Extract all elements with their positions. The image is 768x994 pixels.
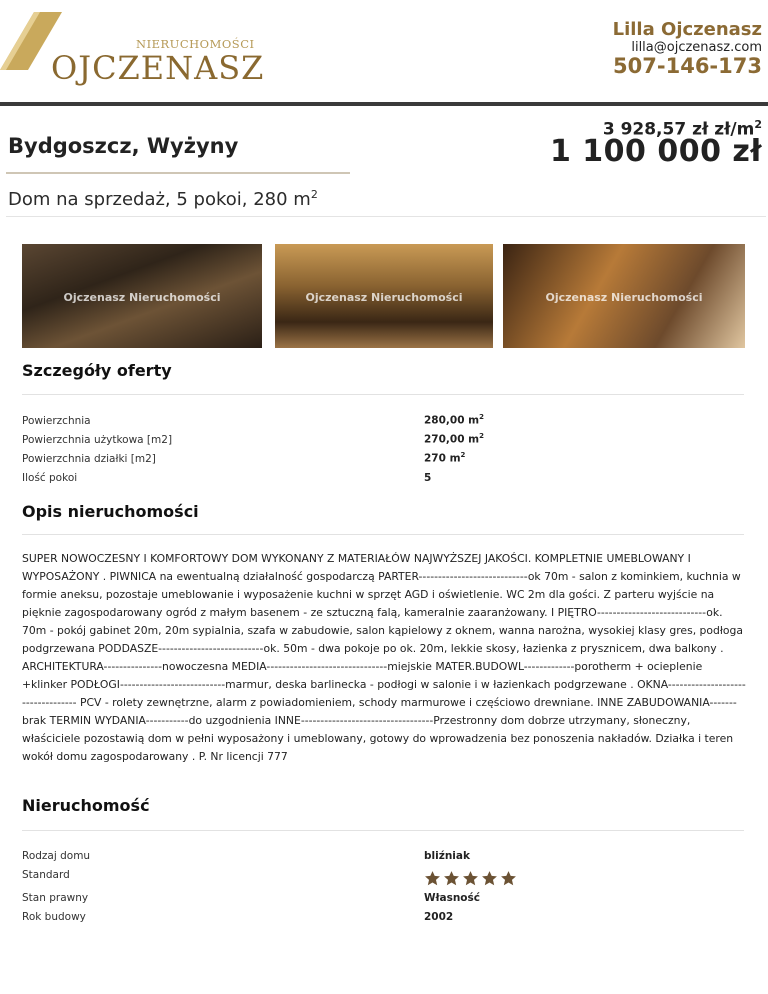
section-title-property: Nieruchomość <box>22 796 150 815</box>
price-total: 1 100 000 zł <box>549 134 762 169</box>
detail-value-text: 270 m <box>424 452 461 465</box>
detail-label: Powierzchnia działki [m2] <box>22 453 156 465</box>
standard-rating <box>424 870 517 887</box>
star-icon <box>424 870 441 887</box>
photo-watermark: Ojczenasz Nieruchomości <box>305 291 463 304</box>
brand-subtitle: NIERUCHOMOŚCI <box>136 37 255 51</box>
detail-value-sup: 2 <box>479 432 484 440</box>
section-divider <box>22 830 744 831</box>
listing-location: Bydgoszcz, Wyżyny <box>8 134 239 158</box>
subtitle-divider <box>6 216 766 217</box>
agent-email[interactable]: lilla@ojczenasz.com <box>631 40 762 55</box>
agent-phone[interactable]: 507-146-173 <box>613 54 762 78</box>
subtitle-sup: 2 <box>310 188 318 201</box>
price-per-m-sup: 2 <box>754 118 762 131</box>
property-value: 2002 <box>424 911 454 923</box>
detail-value-text: 270,00 m <box>424 433 480 446</box>
star-icon <box>500 870 517 887</box>
property-value: bliźniak <box>424 850 470 862</box>
listing-subtitle <box>8 188 318 210</box>
photo-living-room-sofa[interactable] <box>275 244 493 348</box>
property-label: Standard <box>22 869 70 881</box>
brand-name: OJCZENASZ <box>51 49 265 87</box>
star-icon <box>481 870 498 887</box>
property-label: Stan prawny <box>22 892 89 904</box>
detail-value-text: 280,00 m <box>424 414 480 427</box>
photo-kitchen[interactable] <box>503 244 745 348</box>
star-icon <box>462 870 479 887</box>
detail-label: Ilość pokoi <box>22 472 78 484</box>
detail-value <box>424 413 484 427</box>
section-title-details: Szczegóły oferty <box>22 361 172 380</box>
subtitle-text: Dom na sprzedaż, 5 pokoi, 280 m <box>8 189 311 210</box>
photo-watermark: Ojczenasz Nieruchomości <box>63 291 221 304</box>
section-title-description: Opis nieruchomości <box>22 502 199 521</box>
price-per-m-text: 3 928,57 zł zł/m <box>602 119 755 140</box>
description-text: SUPER NOWOCZESNY I KOMFORTOWY DOM WYKONANY Z MATERIAŁÓW NAJWYŻSZEJ JAKOŚCI. KOMPLETNIE UMEBLOWANY I WYPOSAŻONY . PIWNICA na ewentualną działalność gospodarczą PARTER----------------------------ok 70m - salon z kominkiem, kuchnia w formie aneksu, pozostaje umeblowanie i wyposażenie kuchni w sprzęt AGD i oświetlenie. WC 2m dla gości. Z parteru wyjście na pięknie zagospodarowany ogród z małym basenem - ze sztuczną falą, kameralnie zaaranżowany. I PIĘTRO----------------------------ok. 70m - pokój gabinet 20m, 20m sypialnia, szafa w zabudowie, salon kąpielowy z oknem, wanna narożna, wysokiej klasy gres, podłoga podgrzewana PODDASZE---------------------------ok. 50m - dwa pokoje po ok. 20m, lekkie skosy, łazienka z prysznicem, dwa balkony . ARCHITEKTURA---------------nowoczesna MEDIA-------------------------------miejskie MATER.BUDOWL-------------porotherm + ocieplenie +klinker PODŁOGI---------------------------marmur, deska barlinecka - podłogi w salonie i w łazienkach podgrzewane . OKNA---------------------------------- PCV - rolety zewnętrzne, alarm z powiadomieniem, schody marmurowe i częściowo drewniane. INNE ZABUDOWANIA-------brak TERMIN WYDANIA-----------do uzgodnienia INNE----------------------------------Przestronny dom dobrze utrzymany, słoneczny, właściciele pozostawią dom w pełni wyposażony i umeblowany, gotowy do wprowadzenia bez ponoszenia nakładów. Działka i teren wokół domu zagospodarowany . P. Nr licencji 777 <box>22 552 746 763</box>
header-divider <box>0 102 768 106</box>
detail-value: 5 <box>424 472 432 484</box>
photo-living-room-fireplace[interactable] <box>22 244 262 348</box>
section-divider <box>22 394 744 395</box>
detail-label: Powierzchnia <box>22 415 91 427</box>
detail-value-sup: 2 <box>460 451 466 459</box>
property-label: Rodzaj domu <box>22 850 91 862</box>
detail-value-sup: 2 <box>479 413 484 421</box>
detail-value <box>424 432 484 446</box>
detail-label: Powierzchnia użytkowa [m2] <box>22 434 173 446</box>
star-icon <box>443 870 460 887</box>
agent-name: Lilla Ojczenasz <box>612 19 762 40</box>
property-value: Własność <box>424 892 480 904</box>
photo-watermark: Ojczenasz Nieruchomości <box>545 291 703 304</box>
section-divider <box>22 534 744 535</box>
detail-value <box>424 451 465 465</box>
property-label: Rok budowy <box>22 911 86 923</box>
title-divider <box>6 172 350 174</box>
